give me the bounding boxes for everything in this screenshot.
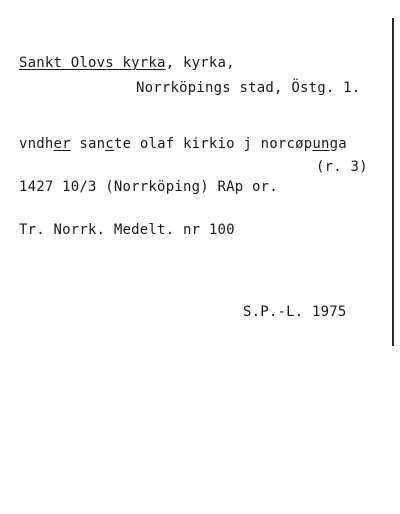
quote-abbrev-mark: c	[105, 136, 114, 152]
location-line: Norrköpings stad, Östg. 1.	[136, 80, 361, 96]
heading-rest: , kyrka,	[165, 55, 235, 71]
church-name: Sankt Olovs kyrka	[19, 55, 166, 71]
print-reference-line: Tr. Norrk. Medelt. nr 100	[19, 222, 235, 238]
quote-abbrev-mark: er	[53, 136, 71, 152]
reference-line: (r. 3)	[316, 159, 368, 175]
quote-part: ga	[329, 136, 347, 152]
quote-part: te olaf kirkio j norcøp	[113, 136, 313, 152]
quote-part: san	[70, 136, 106, 152]
quote-abbrev-mark: un	[312, 136, 330, 152]
quote-line	[19, 136, 347, 152]
signature-line: S.P.-L. 1975	[243, 304, 347, 320]
card-edge-line	[392, 18, 394, 346]
heading-line	[19, 55, 235, 71]
quote-part: vndh	[19, 136, 54, 152]
date-source-line: 1427 10/3 (Norrköping) RAp or.	[19, 179, 278, 195]
